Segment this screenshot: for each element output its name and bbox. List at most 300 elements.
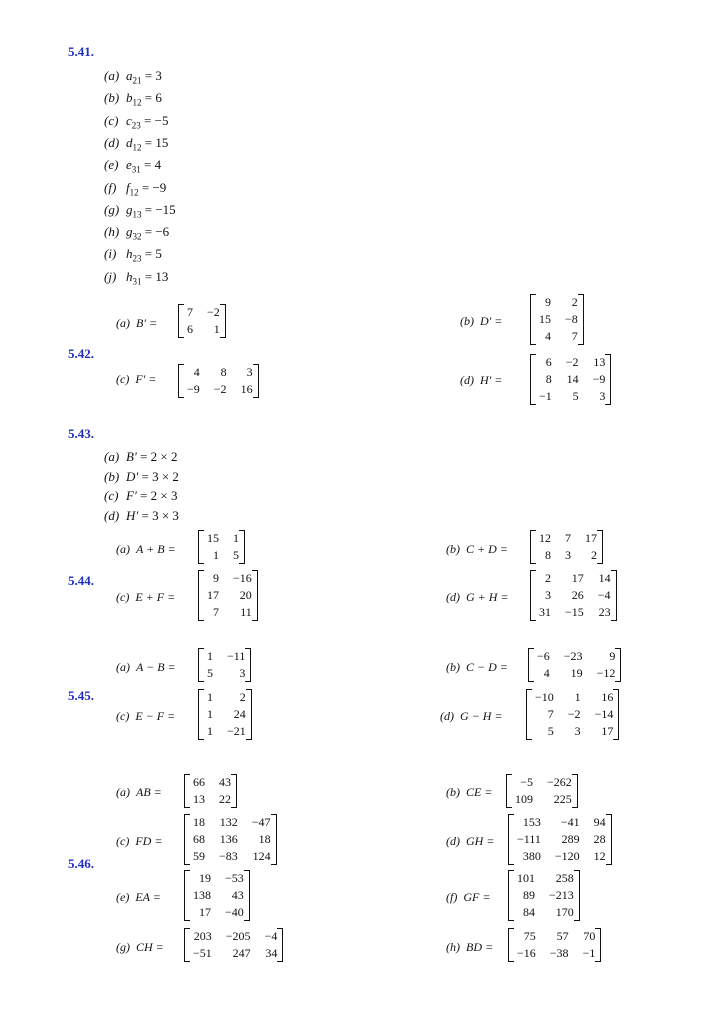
matrix-cell: 9: [213, 571, 219, 585]
matrix-cell: −10: [535, 690, 554, 704]
matrix-cell: 18: [258, 832, 271, 846]
matrix-cell: −5: [520, 775, 533, 789]
matrix-ea: [184, 870, 250, 921]
matrix-row: [532, 706, 613, 723]
label-546-g: (g) CH =: [116, 940, 164, 954]
answer-541-item: [104, 269, 168, 287]
matrix-row: [204, 665, 245, 682]
matrix-cell: 4: [545, 329, 551, 343]
matrix-row: [532, 723, 613, 740]
matrix-cell: 24: [233, 707, 246, 721]
matrix-row: [190, 887, 244, 904]
matrix-cell: 57: [556, 929, 569, 943]
matrix-row: [190, 814, 271, 831]
matrix-row: [536, 311, 578, 328]
matrix-cell: 15: [539, 312, 551, 326]
element-symbol: b: [126, 90, 133, 106]
matrix-row: [514, 887, 574, 904]
matrix-cell: 7: [187, 305, 193, 319]
matrix-cell: 70: [583, 929, 596, 943]
matrix-cell: 43: [219, 775, 231, 789]
matrix-cell: −51: [193, 946, 212, 960]
matrix-cell: −111: [517, 832, 541, 846]
matrix-fd: [184, 814, 277, 865]
matrix-cell: −8: [565, 312, 578, 326]
matrix-row: [204, 604, 252, 621]
matrix-table: [512, 774, 572, 808]
element-value: = −9: [138, 179, 167, 195]
matrix-cell: −205: [225, 929, 251, 943]
answer-541-item: [104, 180, 166, 198]
label-542-c: (c) F′ =: [116, 372, 157, 386]
item-tag: (f): [104, 179, 117, 195]
matrix-cell: −4: [597, 588, 611, 602]
matrix-cell: −16: [233, 571, 252, 585]
matrix-cell: −16: [517, 946, 536, 960]
matrix-size: = 3 × 2: [138, 468, 179, 484]
matrix-row: [536, 388, 605, 405]
matrix-cell: 12: [593, 849, 606, 863]
label-544-a: (a) A + B =: [116, 542, 176, 556]
matrix-row: [204, 706, 246, 723]
matrix-f-transpose: [178, 364, 259, 398]
answer-541-item: [104, 90, 162, 108]
matrix-table: [204, 648, 245, 682]
matrix-cell: 94: [593, 815, 606, 829]
item-tag: (b): [104, 468, 120, 484]
matrix-cell: −53: [225, 871, 244, 885]
matrix-cell: 13: [593, 355, 606, 369]
matrix-row: [204, 530, 239, 547]
matrix-cell: 1: [207, 690, 213, 704]
matrix-cell: 6: [545, 355, 552, 369]
matrix-cell: 153: [522, 815, 541, 829]
matrix-table: [204, 530, 239, 564]
element-value: = 4: [140, 157, 162, 173]
matrix-table: [190, 814, 271, 865]
element-subscript: 32: [132, 231, 142, 242]
element-symbol: d: [126, 134, 133, 150]
matrix-cell: 4: [193, 365, 200, 379]
matrix-cell: 1: [207, 707, 213, 721]
matrix-cell: 6: [187, 322, 193, 336]
matrix-cell: 84: [523, 905, 535, 919]
matrix-cell: −15: [565, 605, 584, 619]
matrix-cell: 43: [231, 888, 244, 902]
label-542-a: (a) B′ =: [116, 316, 158, 330]
matrix-bd: [508, 928, 601, 962]
element-symbol: c: [126, 112, 132, 128]
matrix-cell: 23: [598, 605, 611, 619]
answer-541-item: [104, 157, 161, 175]
matrix-cell: 138: [193, 888, 211, 902]
matrix-cell: 14: [598, 571, 611, 585]
matrix-table: [190, 774, 231, 808]
element-symbol: g: [126, 201, 133, 217]
matrix-c-minus-d: [528, 648, 621, 682]
matrix-cell: 17: [207, 588, 219, 602]
matrix-row: [536, 354, 605, 371]
matrix-cell: −1: [582, 946, 596, 960]
matrix-row: [514, 928, 595, 945]
matrix-cell: −9: [187, 382, 200, 396]
matrix-cell: 5: [233, 548, 239, 562]
matrix-cell: 9: [545, 295, 551, 309]
element-value: = 13: [141, 268, 169, 284]
matrix-cell: 136: [219, 832, 238, 846]
label-542-d: (d) H′ =: [460, 373, 503, 387]
answer-543-item: [104, 449, 177, 465]
matrix-cell: 124: [252, 849, 271, 863]
element-symbol: f: [126, 179, 130, 195]
item-tag: (c): [104, 112, 119, 128]
matrix-cell: 3: [574, 724, 581, 738]
element-subscript: 31: [131, 164, 141, 175]
matrix-cell: 101: [517, 871, 535, 885]
matrix-b-transpose: [178, 304, 226, 338]
matrix-row: [536, 587, 611, 604]
matrix-cell: −6: [537, 649, 550, 663]
matrix-cell: 7: [547, 707, 554, 721]
matrix-cell: 8: [545, 548, 551, 562]
element-value: = −6: [141, 224, 170, 240]
matrix-cell: −40: [225, 905, 244, 919]
element-value: = 3: [141, 68, 162, 83]
matrix-cell: 17: [199, 905, 211, 919]
matrix-size: = 2 × 2: [136, 449, 178, 464]
matrix-symbol: H′: [126, 508, 139, 524]
matrix-table: [184, 364, 253, 398]
matrix-ch: [184, 928, 283, 962]
matrix-cell: 4: [543, 666, 550, 680]
matrix-cell: 225: [553, 792, 572, 806]
matrix-cell: −23: [563, 649, 583, 663]
matrix-cell: 1: [233, 531, 239, 545]
matrix-cell: 34: [265, 946, 278, 960]
matrix-cell: −38: [549, 946, 569, 960]
matrix-cell: 16: [240, 382, 253, 396]
matrix-cell: 247: [232, 946, 251, 960]
element-symbol: h: [126, 268, 133, 284]
item-tag: (a): [104, 449, 120, 464]
matrix-cell: 17: [585, 531, 597, 545]
matrix-cell: 7: [571, 329, 578, 343]
label-546-f: (f) GF =: [446, 890, 491, 904]
element-subscript: 12: [129, 187, 139, 198]
item-tag: (b): [104, 90, 120, 106]
matrix-c-plus-d: [530, 530, 603, 564]
matrix-row: [536, 604, 611, 621]
matrix-cell: 1: [213, 322, 220, 336]
label-546-e: (e) EA =: [116, 890, 161, 904]
element-subscript: 21: [132, 75, 142, 86]
matrix-row: [514, 945, 595, 962]
matrix-table: [514, 870, 574, 921]
matrix-row: [190, 870, 244, 887]
matrix-cell: 18: [193, 815, 205, 829]
matrix-gh: [508, 814, 612, 865]
element-symbol: h: [126, 246, 133, 262]
matrix-cell: 109: [515, 792, 533, 806]
matrix-cell: 89: [523, 888, 535, 902]
matrix-cell: 26: [571, 588, 584, 602]
matrix-table: [536, 294, 578, 345]
problem-number-5-46: 5.46.: [68, 856, 94, 871]
matrix-cell: 66: [193, 775, 205, 789]
problem-number-5-41: 5.41.: [68, 44, 94, 59]
matrix-cell: −12: [596, 666, 616, 680]
label-545-b: (b) C − D =: [446, 660, 508, 674]
matrix-table: [534, 648, 615, 682]
matrix-cell: −2: [207, 305, 220, 319]
matrix-cell: 59: [193, 849, 205, 863]
element-symbol: g: [126, 224, 133, 240]
answer-541-item: [104, 113, 168, 131]
element-subscript: 31: [132, 276, 142, 287]
answer-543-item: [104, 469, 179, 485]
matrix-cell: 12: [539, 531, 551, 545]
matrix-row: [184, 381, 253, 398]
problem-number-5-42: 5.42.: [68, 346, 94, 361]
matrix-row: [514, 814, 606, 831]
matrix-cell: −83: [219, 849, 238, 863]
matrix-cell: 3: [565, 548, 571, 562]
answer-541-item: [104, 135, 168, 153]
matrix-row: [190, 904, 244, 921]
matrix-cell: 3: [239, 666, 246, 680]
answer-541-item: [104, 202, 176, 220]
matrix-size: = 2 × 3: [136, 488, 178, 504]
matrix-cell: 1: [574, 690, 581, 704]
matrix-size: = 3 × 3: [138, 508, 179, 524]
matrix-cell: 1: [207, 649, 213, 663]
matrix-row: [532, 689, 613, 706]
matrix-cell: 2: [591, 548, 597, 562]
element-subscript: 12: [132, 97, 142, 108]
matrix-cell: 15: [207, 531, 219, 545]
item-tag: (j): [104, 268, 117, 284]
answer-541-item: [104, 246, 162, 264]
matrix-cell: 22: [219, 792, 231, 806]
item-tag: (c): [104, 488, 119, 504]
matrix-cell: 2: [239, 690, 246, 704]
matrix-cell: 1: [213, 548, 219, 562]
matrix-table: [204, 689, 246, 740]
matrix-table: [184, 304, 220, 338]
matrix-ab: [184, 774, 237, 808]
matrix-table: [536, 354, 605, 405]
matrix-row: [204, 587, 252, 604]
matrix-cell: 2: [571, 295, 578, 309]
matrix-cell: 3: [545, 588, 551, 602]
matrix-row: [514, 904, 574, 921]
matrix-cell: 31: [539, 605, 551, 619]
label-545-a: (a) A − B =: [116, 660, 176, 674]
element-subscript: 23: [132, 253, 142, 264]
matrix-table: [190, 928, 277, 962]
matrix-cell: −47: [251, 815, 271, 829]
item-tag: (e): [104, 157, 119, 173]
matrix-cell: 5: [547, 724, 554, 738]
matrix-symbol: F′: [126, 488, 137, 504]
problem-number-5-43: 5.43.: [68, 426, 94, 441]
matrix-cell: 2: [545, 571, 551, 585]
matrix-cell: −41: [560, 815, 580, 829]
matrix-row: [204, 648, 245, 665]
matrix-row: [514, 848, 606, 865]
matrix-table: [536, 530, 597, 564]
label-545-c: (c) E − F =: [116, 709, 176, 723]
matrix-h-transpose: [530, 354, 611, 405]
item-tag: (a): [104, 68, 120, 83]
matrix-row: [190, 774, 231, 791]
matrix-cell: 11: [240, 605, 252, 619]
label-546-d: (d) GH =: [446, 834, 495, 848]
matrix-d-transpose: [530, 294, 584, 345]
matrix-row: [190, 928, 277, 945]
problem-number-5-44: 5.44.: [68, 573, 94, 588]
matrix-ce: [506, 774, 578, 808]
matrix-cell: 170: [555, 905, 574, 919]
matrix-cell: 3: [599, 389, 606, 403]
matrix-row: [190, 945, 277, 962]
matrix-row: [536, 547, 597, 564]
label-545-d: (d) G − H =: [440, 709, 503, 723]
matrix-a-plus-b: [198, 530, 245, 564]
label-546-b: (b) CE =: [446, 785, 493, 799]
matrix-cell: 17: [601, 724, 614, 738]
matrix-cell: 380: [522, 849, 541, 863]
answer-541-item: [104, 224, 169, 242]
matrix-cell: 8: [545, 372, 552, 386]
matrix-e-plus-f: [198, 570, 258, 621]
matrix-cell: 19: [570, 666, 583, 680]
matrix-row: [204, 547, 239, 564]
item-tag: (d): [104, 508, 120, 524]
matrix-cell: 8: [220, 365, 227, 379]
matrix-table: [190, 870, 244, 921]
matrix-cell: 28: [593, 832, 606, 846]
label-546-h: (h) BD =: [446, 940, 494, 954]
problem-number-5-45: 5.45.: [68, 688, 94, 703]
matrix-cell: 14: [566, 372, 579, 386]
matrix-table: [514, 814, 606, 865]
matrix-cell: −11: [227, 649, 246, 663]
matrix-row: [512, 791, 572, 808]
label-544-d: (d) G + H =: [446, 590, 509, 604]
matrix-cell: 20: [239, 588, 252, 602]
matrix-cell: −120: [554, 849, 580, 863]
matrix-row: [536, 530, 597, 547]
matrix-cell: 9: [609, 649, 616, 663]
matrix-cell: 258: [555, 871, 574, 885]
matrix-table: [532, 689, 613, 740]
matrix-row: [536, 294, 578, 311]
element-value: = 15: [141, 134, 169, 150]
matrix-cell: 75: [523, 929, 536, 943]
matrix-cell: 289: [561, 832, 580, 846]
answer-543-item: [104, 488, 177, 504]
matrix-row: [190, 848, 271, 865]
matrix-cell: 132: [219, 815, 238, 829]
matrix-cell: −21: [227, 724, 246, 738]
matrix-cell: 68: [193, 832, 205, 846]
matrix-symbol: D′: [126, 468, 139, 484]
matrix-g-plus-h: [530, 570, 617, 621]
matrix-cell: −2: [565, 355, 579, 369]
element-subscript: 23: [131, 120, 141, 131]
matrix-table: [204, 570, 252, 621]
matrix-cell: 7: [565, 531, 571, 545]
matrix-row: [204, 723, 246, 740]
matrix-row: [204, 570, 252, 587]
matrix-row: [534, 665, 615, 682]
matrix-row: [536, 328, 578, 345]
matrix-cell: 17: [571, 571, 584, 585]
element-value: = 5: [141, 246, 162, 262]
matrix-row: [536, 371, 605, 388]
matrix-cell: 203: [193, 929, 212, 943]
element-subscript: 13: [132, 209, 142, 220]
matrix-row: [536, 570, 611, 587]
label-542-b: (b) D′ =: [460, 314, 503, 328]
matrix-e-minus-f: [198, 689, 252, 740]
matrix-table: [514, 928, 595, 962]
matrix-cell: 19: [199, 871, 211, 885]
matrix-cell: 13: [193, 792, 205, 806]
matrix-row: [514, 831, 606, 848]
element-symbol: e: [126, 157, 132, 173]
matrix-row: [184, 364, 253, 381]
matrix-cell: −1: [539, 389, 552, 403]
matrix-cell: −213: [549, 888, 574, 902]
matrix-cell: 7: [213, 605, 219, 619]
item-tag: (i): [104, 246, 117, 262]
element-symbol: a: [126, 68, 133, 83]
matrix-cell: −2: [567, 707, 581, 721]
label-544-b: (b) C + D =: [446, 542, 508, 556]
answer-543-item: [104, 508, 179, 524]
matrix-row: [512, 774, 572, 791]
matrix-row: [204, 689, 246, 706]
label-546-c: (c) FD =: [116, 834, 163, 848]
matrix-table: [536, 570, 611, 621]
matrix-a-minus-b: [198, 648, 251, 682]
matrix-row: [190, 791, 231, 808]
answer-541-item: [104, 68, 162, 86]
matrix-cell: 16: [601, 690, 614, 704]
matrix-cell: −2: [213, 382, 227, 396]
matrix-cell: −9: [592, 372, 606, 386]
element-value: = 6: [141, 90, 162, 106]
matrix-row: [534, 648, 615, 665]
label-546-a: (a) AB =: [116, 785, 162, 799]
item-tag: (h): [104, 224, 120, 240]
label-544-c: (c) E + F =: [116, 590, 176, 604]
element-subscript: 12: [132, 142, 142, 153]
matrix-cell: −4: [264, 929, 278, 943]
matrix-gf: [508, 870, 580, 921]
matrix-cell: −14: [594, 707, 614, 721]
item-tag: (g): [104, 201, 120, 217]
element-value: = −5: [140, 112, 169, 128]
matrix-row: [184, 321, 220, 338]
matrix-row: [190, 831, 271, 848]
matrix-symbol: B′: [126, 449, 137, 464]
matrix-cell: 5: [572, 389, 579, 403]
matrix-cell: 1: [207, 724, 213, 738]
item-tag: (d): [104, 134, 120, 150]
